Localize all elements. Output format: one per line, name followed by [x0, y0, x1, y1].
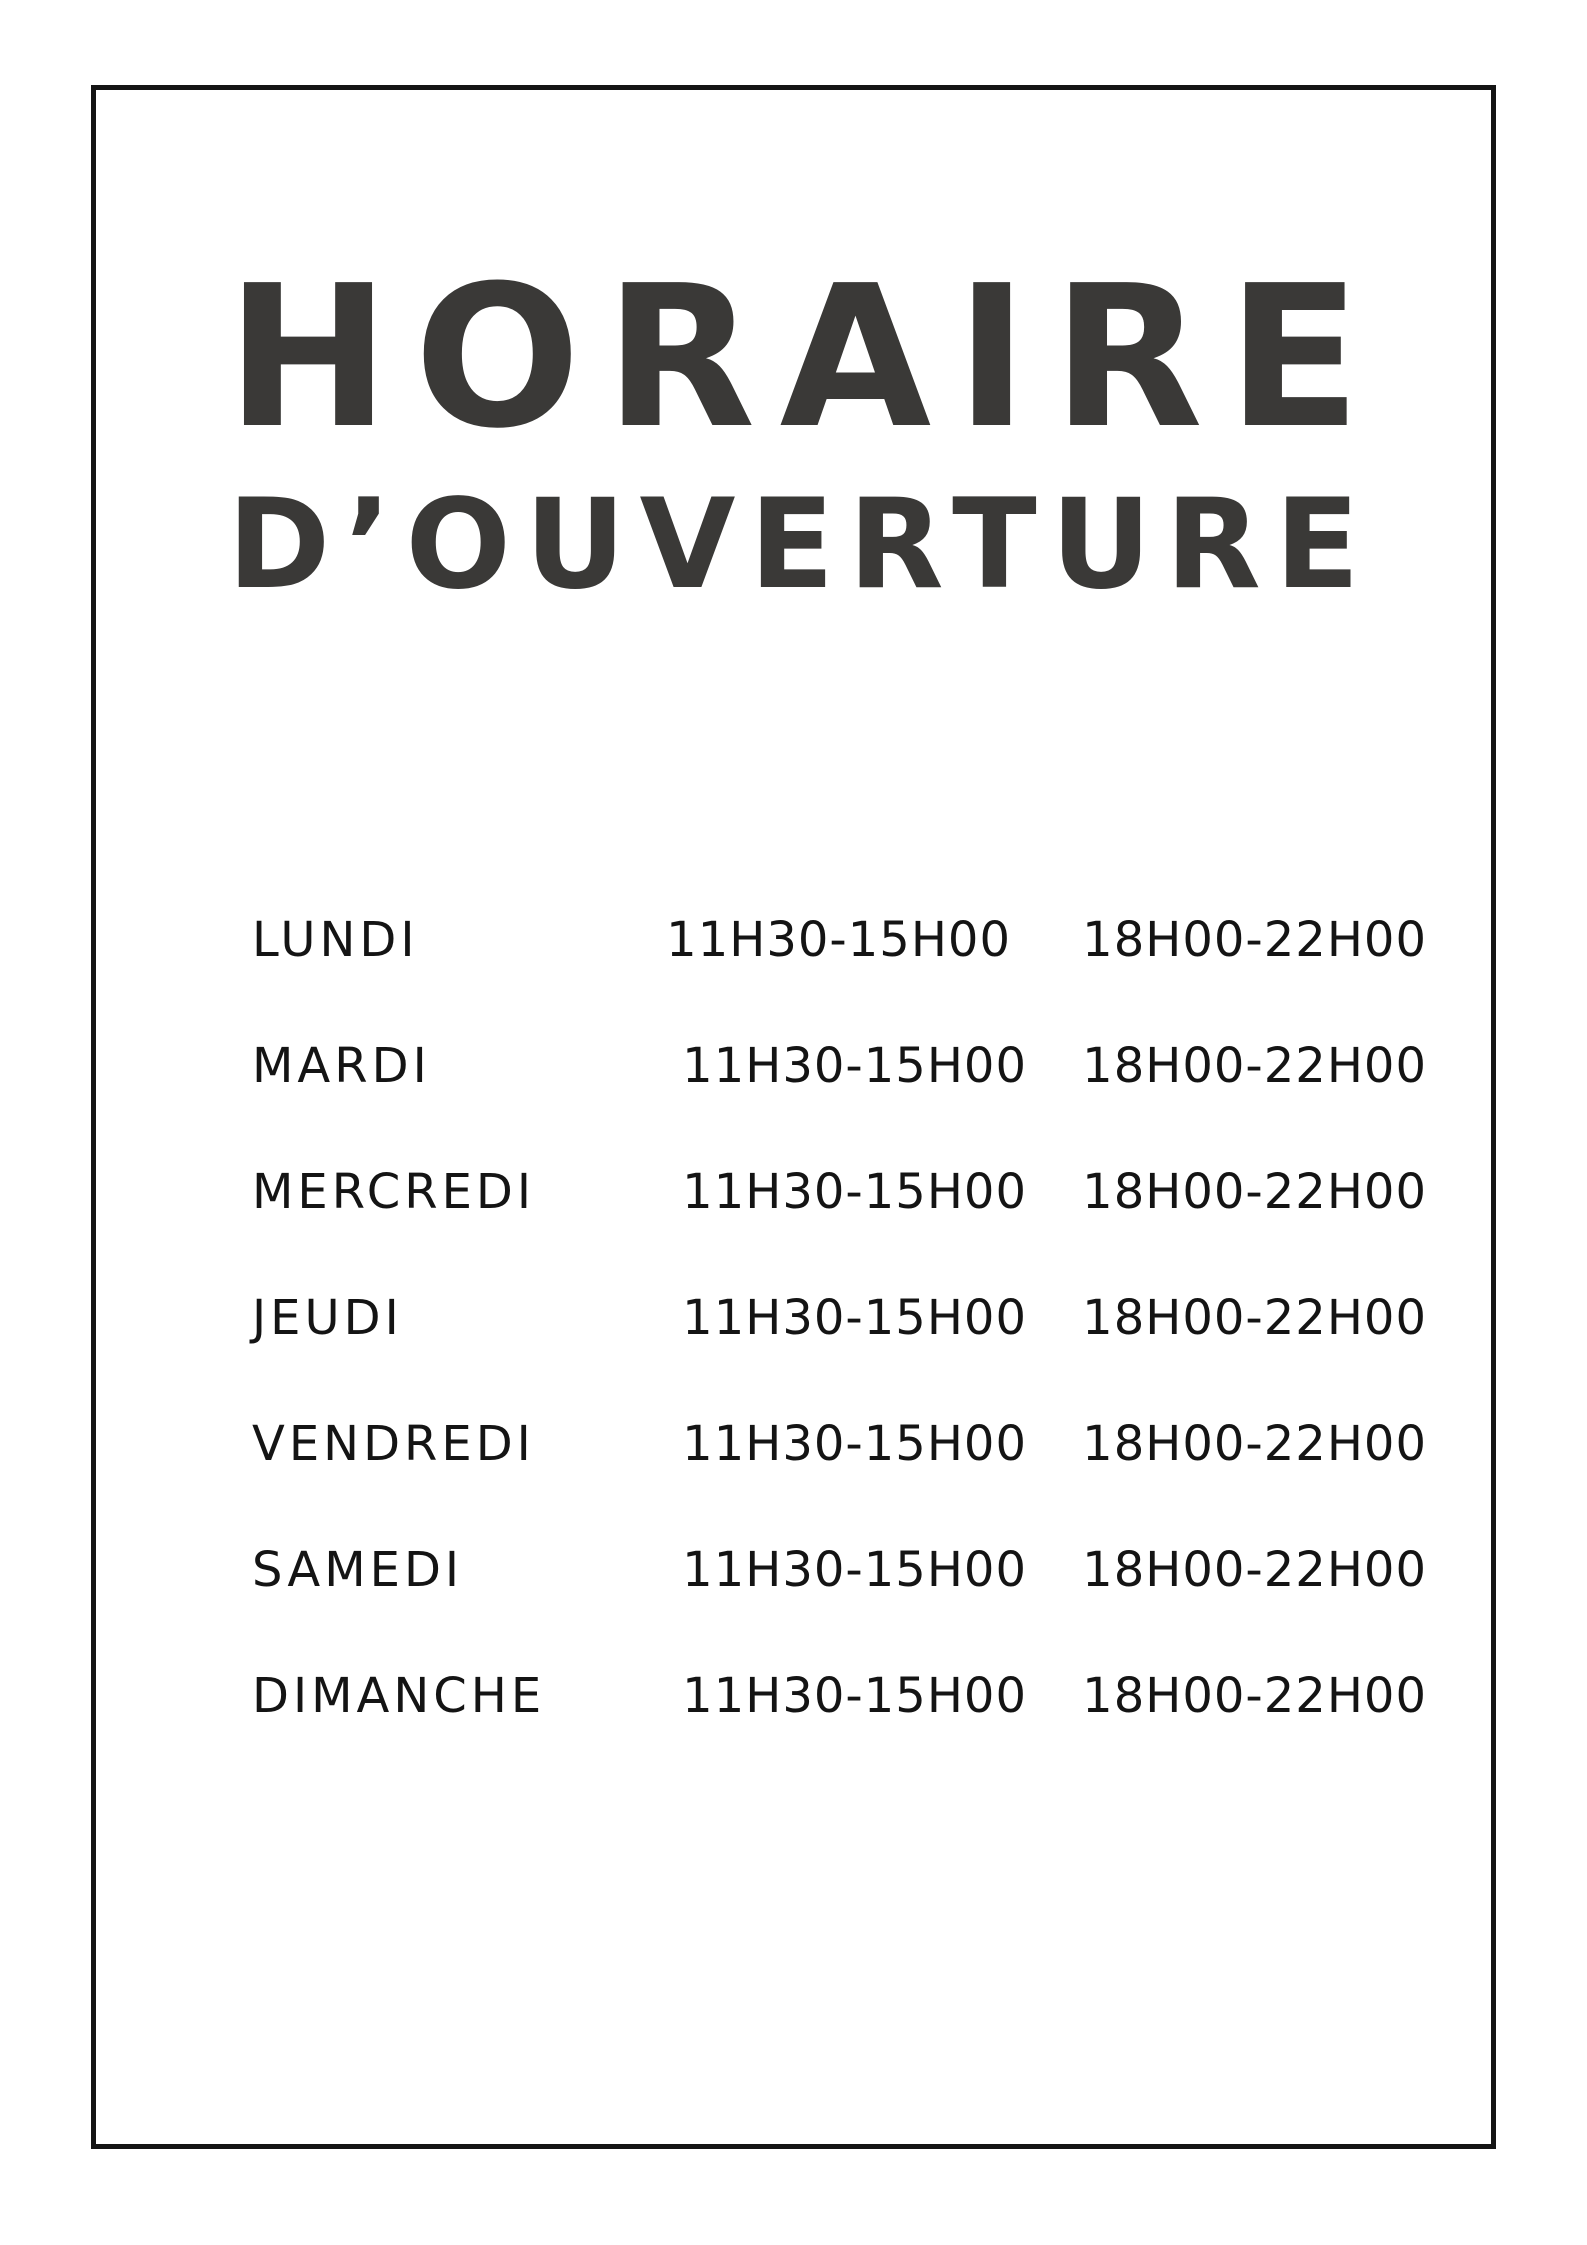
evening-hours: 18H00-22H00	[1082, 1164, 1427, 1220]
morning-hours: 11H30-15H00	[682, 1038, 1027, 1094]
morning-hours: 11H30-15H00	[682, 1668, 1027, 1724]
day-label: VENDREDI	[252, 1416, 535, 1472]
evening-hours: 18H00-22H00	[1082, 1668, 1427, 1724]
evening-hours: 18H00-22H00	[1082, 1542, 1427, 1598]
title-line-2: D’OUVERTURE	[227, 473, 1374, 617]
morning-hours: 11H30-15H00	[666, 912, 1011, 968]
day-label: MARDI	[252, 1038, 431, 1094]
title-line-1: HORAIRE	[225, 244, 1385, 472]
evening-hours: 18H00-22H00	[1082, 1038, 1427, 1094]
evening-hours: 18H00-22H00	[1082, 1416, 1427, 1472]
day-label: LUNDI	[252, 912, 419, 968]
morning-hours: 11H30-15H00	[682, 1416, 1027, 1472]
morning-hours: 11H30-15H00	[682, 1164, 1027, 1220]
day-label: DIMANCHE	[252, 1668, 546, 1724]
morning-hours: 11H30-15H00	[682, 1290, 1027, 1346]
day-label: MERCREDI	[252, 1164, 536, 1220]
evening-hours: 18H00-22H00	[1082, 912, 1427, 968]
evening-hours: 18H00-22H00	[1082, 1290, 1427, 1346]
day-label: SAMEDI	[252, 1542, 464, 1598]
morning-hours: 11H30-15H00	[682, 1542, 1027, 1598]
day-label: JEUDI	[252, 1290, 403, 1346]
